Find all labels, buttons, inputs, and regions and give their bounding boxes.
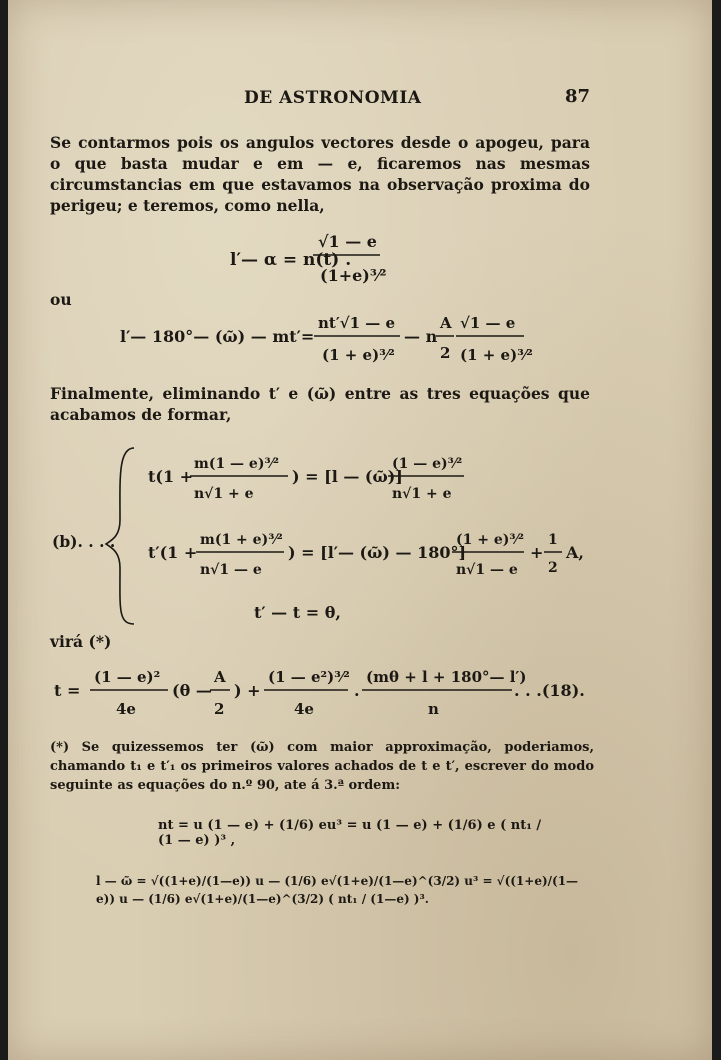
eq18-f2-num: (1 — e²)³⁄² (268, 668, 350, 686)
sys2-frac-num: m(1 + e)³⁄² (200, 532, 283, 548)
sys1-rhs: ) = [l — (ῶ)] (292, 467, 403, 486)
eq2-A-den: 2 (440, 344, 451, 362)
sys1-frac-den: n√1 + e (194, 486, 254, 502)
system-label: (b). . . . (52, 532, 116, 551)
eq18-f1-num: (1 — e)² (94, 668, 161, 686)
footnote: (*) Se quizessemos ter (ῶ) com maior approximação, poderiamos, chamando t₁ e t′₁ os primeiros valores achados de t e t′, escrever do modo seguinte as equações do n.º 90, ate á 3.ª ordem: (50, 740, 594, 793)
eq18-number: . . .(18). (514, 681, 585, 700)
sys3: t′ — t = θ, (254, 603, 341, 622)
eq2-frac1-den: (1 + e)³⁄² (322, 346, 395, 364)
eq18-f3-den: n (428, 700, 439, 718)
paragraph-1: Se contarmos pois os angulos vectores desde o apogeu, para o que basta mudar e em — e, ficaremos nas mesmas circumstancias em que estavamos na observação proxima do perigeu; e teremos, como nella, (50, 133, 590, 215)
eq18-lhs: t = (54, 681, 81, 700)
eq18-f1-den: 4e (116, 700, 136, 718)
eq18-dot: . (354, 681, 360, 700)
equation-system-b (8, 440, 712, 630)
sys1-frac-num: m(1 — e)³⁄² (194, 456, 280, 472)
sys2-rfrac-num: (1 + e)³⁄² (456, 532, 524, 548)
eq18-plus: ) + (234, 681, 261, 700)
eq2-lhs: l′— 180°— (ῶ) — mt′= (120, 327, 315, 346)
equation-1 (8, 225, 712, 295)
sys2-rhs: ) = [l′— (ῶ) — 180°] (288, 543, 467, 562)
equation-18 (8, 656, 712, 728)
sys1-rfrac-den: n√1 + e (392, 486, 452, 502)
system-brace (106, 448, 134, 624)
running-title: DE ASTRONOMIA (244, 88, 422, 108)
sys2-half-den: 2 (548, 560, 558, 576)
footnote-equation-1: nt = u (1 — e) + (1/6) eu³ = u (1 — e) + (1/6) e ( nt₁ / (1 — e) )³ , (158, 818, 542, 848)
eq2-A-num: A (440, 314, 452, 332)
eq2-frac2-num: √1 — e (460, 314, 516, 332)
sys2-lhs: t′(1 + (148, 543, 198, 562)
eq2-frac1-num: nt′√1 — e (318, 314, 396, 332)
eq18-A-num: A (214, 668, 226, 686)
eq18-f2-den: 4e (294, 700, 314, 718)
sys1-rfrac-num: (1 — e)³⁄² (392, 456, 463, 472)
word-ou: ou (50, 290, 72, 309)
eq18-A-den: 2 (214, 700, 225, 718)
page-number: 87 (565, 86, 591, 107)
sys2-rfrac-den: n√1 — e (456, 562, 518, 578)
book-page (8, 0, 712, 1060)
eq1-numerator: √1 — e (318, 232, 377, 251)
sys2-frac-den: n√1 — e (200, 562, 262, 578)
paragraph-2: Finalmente, eliminando t′ e (ῶ) entre as tres equações que acabamos de formar, (50, 384, 590, 424)
sys1-lhs: t(1 + (148, 467, 194, 486)
eq1-denominator: (1+e)³⁄² (320, 266, 387, 285)
eq18-paren: (θ — (172, 681, 212, 700)
eq1-lhs: l′— α = n(t) . (230, 250, 352, 270)
sys2-plus: + (530, 543, 544, 562)
eq2-frac2-den: (1 + e)³⁄² (460, 346, 533, 364)
equation-2 (8, 306, 712, 368)
sys2-half-num: 1 (548, 532, 558, 548)
sys2-A: A, (566, 543, 584, 562)
vira-label: virá (*) (50, 632, 112, 651)
eq18-f3-num: (mθ + l + 180°— l′) (366, 668, 527, 686)
eq2-mid: — n (404, 327, 438, 346)
footnote-equation-2: l — ῶ = √((1+e)/(1—e)) u — (1/6) e√(1+e)/(1—e)^(3/2) u³ = √((1+e)/(1—e)) u — (1/6) e√(1+e)/(1—e)^(3/2) ( nt₁ / (1—e) )³. (96, 874, 579, 906)
